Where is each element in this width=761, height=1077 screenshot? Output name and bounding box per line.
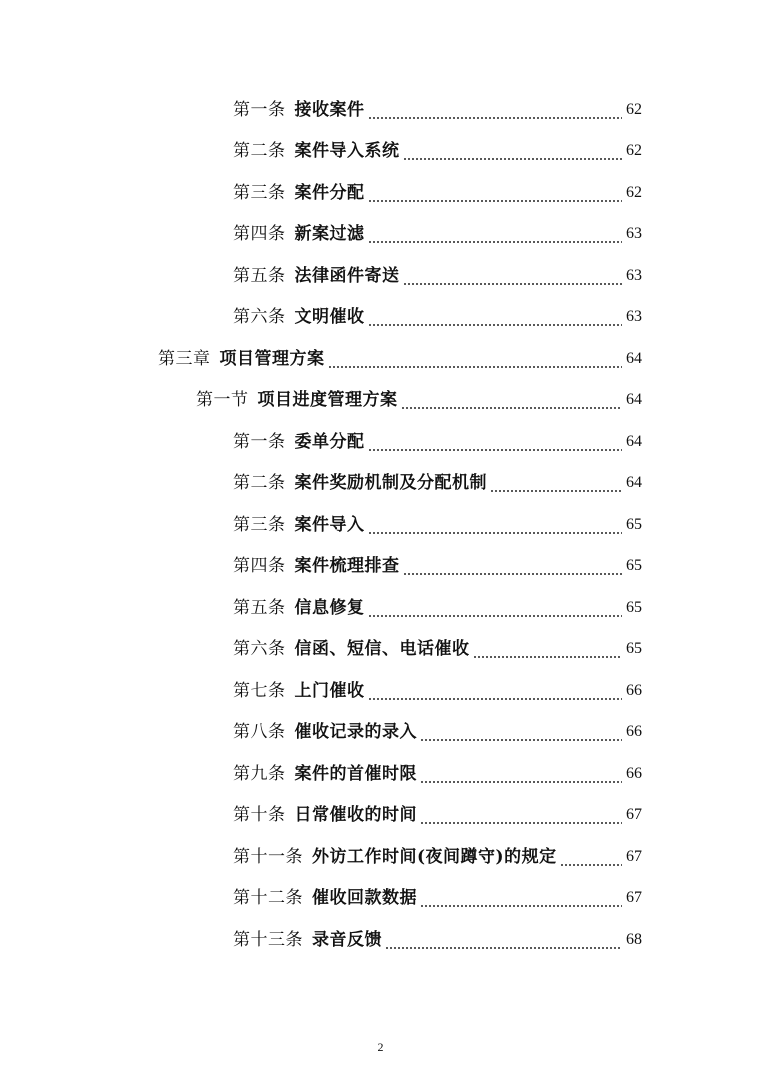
toc-entry[interactable]	[233, 595, 642, 619]
dot-leader	[368, 223, 623, 245]
dot-leader	[490, 472, 622, 494]
toc-entry-title: 催收记录的录入	[294, 722, 417, 742]
toc-entry[interactable]	[233, 470, 642, 494]
toc-entry[interactable]	[233, 429, 642, 453]
toc-entry-number: 第二条	[233, 141, 286, 161]
toc-entry-page: 64	[626, 350, 642, 367]
dot-leader	[420, 763, 622, 785]
toc-entry-title: 录音反馈	[312, 930, 382, 950]
dot-leader	[560, 846, 622, 868]
dot-leader	[368, 680, 623, 702]
toc-entry-page: 67	[626, 806, 642, 823]
toc-entry[interactable]	[233, 761, 642, 785]
toc-entry-page: 63	[626, 308, 642, 325]
toc-entry-page: 66	[626, 682, 642, 699]
toc-entry-title: 催收回款数据	[312, 888, 417, 908]
toc-entry-title: 项目管理方案	[219, 349, 325, 369]
toc-entry-number: 第十三条	[233, 930, 303, 950]
page-number: 2	[377, 1040, 384, 1054]
toc-entry[interactable]	[233, 885, 642, 909]
toc-entry-page: 66	[626, 723, 642, 740]
dot-leader	[328, 348, 623, 370]
toc-entry-title: 案件梳理排查	[294, 556, 400, 576]
toc-entry[interactable]	[233, 180, 642, 204]
toc-entry-number: 第一条	[233, 100, 286, 120]
dot-leader	[420, 804, 622, 826]
toc-entry-number: 第四条	[233, 224, 286, 244]
toc-entry-page: 65	[626, 557, 642, 574]
toc-entry-title: 外访工作时间(夜间蹲守)的规定	[312, 847, 557, 867]
toc-entry-number: 第三条	[233, 183, 286, 203]
toc-entry-title: 案件导入	[294, 515, 365, 535]
toc-entry-title: 案件导入系统	[294, 141, 400, 161]
toc-entry-number: 第四条	[233, 556, 286, 576]
toc-entry[interactable]	[233, 678, 642, 702]
dot-leader	[368, 182, 623, 204]
dot-leader	[368, 514, 623, 536]
toc-entry[interactable]	[233, 138, 642, 162]
dot-leader	[420, 887, 622, 909]
toc-entry-title: 新案过滤	[294, 224, 365, 244]
dot-leader	[368, 597, 623, 619]
toc-entry-title: 日常催收的时间	[294, 805, 417, 825]
toc-entry-page: 67	[626, 848, 642, 865]
toc-entry-number: 第一条	[233, 432, 286, 452]
toc-entry-number: 第十条	[233, 805, 286, 825]
toc-entry-number: 第六条	[233, 307, 286, 327]
dot-leader	[401, 389, 623, 411]
toc-entry-number: 第十二条	[233, 888, 303, 908]
toc-entry-title: 法律函件寄送	[294, 266, 400, 286]
toc-entry-title: 案件奖励机制及分配机制	[294, 473, 487, 493]
dot-leader	[368, 431, 623, 453]
toc-entry-number: 第十一条	[233, 847, 303, 867]
toc-entry-title: 项目进度管理方案	[257, 390, 398, 410]
toc-entry-page: 65	[626, 640, 642, 657]
toc-entry-page: 66	[626, 765, 642, 782]
toc-entry-number: 第六条	[233, 639, 286, 659]
toc-section-entry[interactable]	[196, 387, 642, 411]
toc-entry-page: 64	[626, 391, 642, 408]
toc-entry-number: 第五条	[233, 266, 286, 286]
toc-entry[interactable]	[233, 719, 642, 743]
toc-entry-number: 第三条	[233, 515, 286, 535]
toc-entry[interactable]	[233, 802, 642, 826]
toc-entry-page: 64	[626, 474, 642, 491]
dot-leader	[403, 555, 623, 577]
toc-entry-title: 文明催收	[294, 307, 365, 327]
toc-entry[interactable]	[233, 553, 642, 577]
toc-entry[interactable]	[233, 263, 642, 287]
toc-chapter-entry[interactable]	[158, 346, 642, 370]
toc-entry-page: 62	[626, 101, 642, 118]
toc-entry-title: 接收案件	[294, 100, 365, 120]
dot-leader	[368, 99, 623, 121]
toc-entry-number: 第五条	[233, 598, 286, 618]
toc-entry-page: 64	[626, 433, 642, 450]
toc-entry-title: 委单分配	[294, 432, 365, 452]
toc-entry[interactable]	[233, 512, 642, 536]
toc-entry-number: 第二条	[233, 473, 286, 493]
toc-entry[interactable]	[233, 221, 642, 245]
dot-leader	[403, 265, 623, 287]
toc-entry-title: 信息修复	[294, 598, 365, 618]
toc-entry-number: 第九条	[233, 764, 286, 784]
toc-entry[interactable]	[233, 844, 642, 868]
toc-entry-number: 第一节	[196, 390, 249, 410]
toc-entry-title: 上门催收	[294, 681, 365, 701]
toc-entry[interactable]	[233, 927, 642, 951]
dot-leader	[385, 929, 622, 951]
toc-entry-title: 案件的首催时限	[294, 764, 417, 784]
toc-entry-page: 63	[626, 267, 642, 284]
toc-entry[interactable]	[233, 636, 642, 660]
dot-leader	[420, 721, 622, 743]
toc-entry-number: 第八条	[233, 722, 286, 742]
toc-entry-page: 62	[626, 142, 642, 159]
dot-leader	[473, 638, 623, 660]
dot-leader	[368, 306, 623, 328]
toc-entry-page: 62	[626, 184, 642, 201]
toc-entry-number: 第七条	[233, 681, 286, 701]
toc-entry-page: 65	[626, 516, 642, 533]
toc-entry[interactable]	[233, 97, 642, 121]
toc-entry-page: 67	[626, 889, 642, 906]
toc-entry-page: 63	[626, 225, 642, 242]
toc-entry-title: 信函、短信、电话催收	[294, 639, 470, 659]
toc-entry-title: 案件分配	[294, 183, 365, 203]
toc-entry-number: 第三章	[158, 349, 211, 369]
toc-entry-page: 68	[626, 931, 642, 948]
toc-entry-page: 65	[626, 599, 642, 616]
toc-entry[interactable]	[233, 304, 642, 328]
dot-leader	[403, 140, 623, 162]
